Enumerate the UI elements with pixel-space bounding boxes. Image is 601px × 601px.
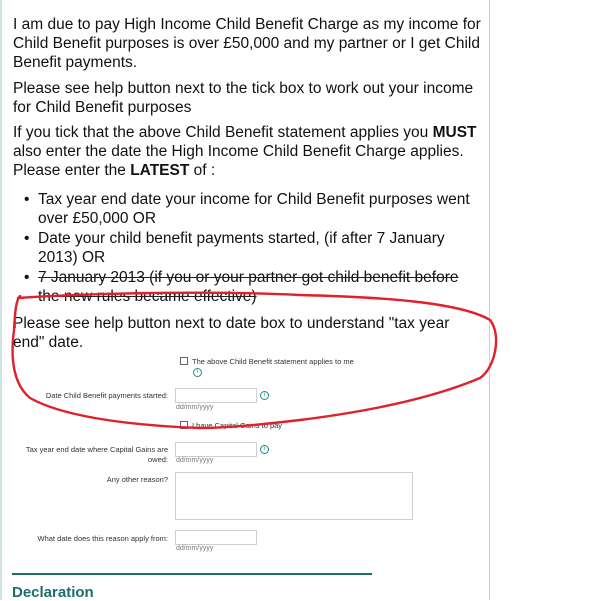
section-divider — [12, 573, 372, 575]
bullet-icon: • — [24, 230, 30, 247]
declaration-heading: Declaration — [12, 584, 94, 601]
list-item — [14, 268, 484, 306]
right-border — [489, 0, 490, 600]
help-paragraph: Please see help button next to the tick box to work out your income for Child Benefit purposes — [13, 80, 474, 116]
bullet-icon: • — [24, 269, 30, 286]
list-item-text: Date your child benefit payments started, (if after 7 January 2013) OR — [38, 230, 445, 266]
capital-gains-checkbox-label: I have Capital Gains to pay — [192, 421, 283, 430]
bullet-icon: • — [24, 191, 30, 208]
other-reason-label: Any other reason? — [106, 475, 168, 484]
other-reason-textarea[interactable] — [175, 472, 413, 520]
left-border — [0, 0, 2, 600]
cb-date-input[interactable] — [175, 388, 257, 403]
must-emphasis: MUST — [432, 124, 477, 141]
date-format-hint: dd/mm/yyyy — [176, 545, 214, 552]
reason-date-label: What date does this reason apply from: — [37, 534, 168, 543]
list-item-text: Tax year end date your income for Child Benefit purposes went over £50,000 OR — [38, 191, 470, 227]
date-format-hint: dd/mm/yyyy — [176, 457, 214, 464]
capital-gains-checkbox[interactable] — [180, 421, 188, 429]
list-item — [14, 229, 484, 267]
list-item — [14, 190, 484, 228]
cgt-date-label-line2: owed: — [147, 455, 168, 464]
child-benefit-checkbox[interactable] — [180, 357, 188, 365]
list-item-text: 7 January 2013 (if you or your partner got child benefit before the new rules became effective) — [38, 269, 459, 305]
instruction-paragraph — [13, 123, 483, 180]
child-benefit-checkbox-label: The above Child Benefit statement applies to me — [192, 357, 354, 366]
info-icon[interactable]: i — [260, 445, 269, 454]
intro-paragraph: I am due to pay High Income Child Benefit Charge as my income for Child Benefit purposes is over £50,000 and my partner or I get Child Benefit payments. — [13, 16, 481, 71]
info-icon[interactable]: i — [193, 368, 202, 377]
instruction-text-a: If you tick that the above Child Benefit statement applies you — [13, 124, 433, 141]
instruction-text-b: also enter the date the High Income Child Benefit Charge applies. Please enter the — [13, 143, 464, 179]
date-format-hint: dd/mm/yyyy — [176, 404, 214, 411]
info-icon[interactable]: i — [260, 391, 269, 400]
instruction-text-c: of : — [189, 162, 216, 179]
cb-date-label: Date Child Benefit payments started: — [45, 391, 168, 400]
reason-date-input[interactable] — [175, 530, 257, 545]
cgt-date-input[interactable] — [175, 442, 257, 457]
latest-emphasis: LATEST — [130, 162, 190, 179]
cgt-date-label-line1: Tax year end date where Capital Gains are — [25, 445, 168, 454]
date-options-list — [14, 190, 484, 307]
help-note: Please see help button next to date box to understand "tax year end" date. — [13, 315, 450, 351]
